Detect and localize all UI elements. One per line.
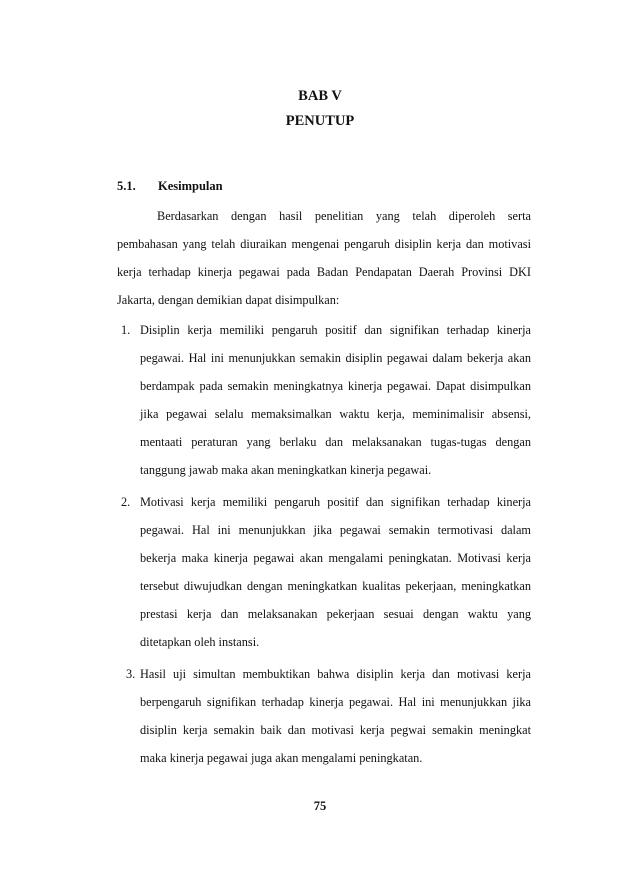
list-item-line: prestasi kerja dan melaksanakan pekerjaan sesuai dengan waktu yang bbox=[140, 607, 531, 621]
list-marker: 2. bbox=[121, 495, 131, 509]
list-marker: 1. bbox=[121, 323, 131, 337]
intro-line: Jakarta, dengan demikian dapat disimpulkan: bbox=[117, 293, 340, 307]
section-number: 5.1. bbox=[117, 179, 136, 193]
list-item-line: pegawai. Hal ini menunjukkan jika pegawai semakin termotivasi dalam bbox=[140, 523, 531, 537]
intro-line: kerja terhadap kinerja pegawai pada Badan Pendapatan Daerah Provinsi DKI bbox=[117, 265, 531, 279]
list-item-line: Disiplin kerja memiliki pengaruh positif dan signifikan terhadap kinerja bbox=[140, 323, 531, 337]
list-item-line: jika pegawai selalu memaksimalkan waktu kerja, meminimalisir absensi, bbox=[140, 407, 531, 421]
chapter-title: PENUTUP bbox=[285, 113, 355, 129]
list-item-line: mentaati peraturan yang berlaku dan melaksanakan tugas-tugas dengan bbox=[140, 435, 531, 449]
list-item-line: disiplin kerja semakin baik dan motivasi kerja pegwai semakin meningkat bbox=[140, 723, 531, 737]
intro-line: pembahasan yang telah diuraikan mengenai pengaruh disiplin kerja dan motivasi bbox=[117, 237, 531, 251]
list-item-line: ditetapkan oleh instansi. bbox=[140, 635, 260, 649]
list-item-line: maka kinerja pegawai juga akan mengalami peningkatan. bbox=[140, 751, 423, 765]
list-item-line: tanggung jawab maka akan meningkatkan kinerja pegawai. bbox=[140, 463, 432, 477]
chapter-number: BAB V bbox=[298, 88, 342, 104]
list-item-line: Hasil uji simultan membuktikan bahwa disiplin kerja dan motivasi kerja bbox=[140, 667, 531, 681]
list-item-line: pegawai. Hal ini menunjukkan semakin disiplin pegawai dalam bekerja akan bbox=[140, 351, 531, 365]
section-title: Kesimpulan bbox=[158, 179, 223, 193]
intro-line: Berdasarkan dengan hasil penelitian yang telah diperoleh serta bbox=[157, 209, 531, 223]
list-item-line: bekerja maka kinerja pegawai akan mengalami peningkatan. Motivasi kerja bbox=[140, 551, 531, 565]
page-number: 75 bbox=[313, 799, 327, 813]
section-heading bbox=[117, 179, 223, 194]
list-item-line: berpengaruh signifikan terhadap kinerja pegawai. Hal ini menunjukkan jika bbox=[140, 695, 531, 709]
list-item-line: Motivasi kerja memiliki pengaruh positif dan signifikan terhadap kinerja bbox=[140, 495, 531, 509]
list-marker: 3. bbox=[126, 667, 136, 681]
list-item-line: berdampak pada semakin meningkatnya kinerja pegawai. Dapat disimpulkan bbox=[140, 379, 531, 393]
list-item-line: tersebut diwujudkan dengan meningkatkan kualitas pekerjaan, meningkatkan bbox=[140, 579, 531, 593]
